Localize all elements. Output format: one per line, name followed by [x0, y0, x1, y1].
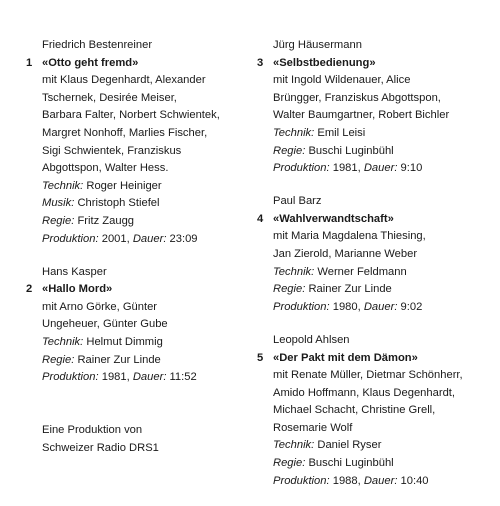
duration-label: Dauer : [364, 162, 398, 174]
production-year: 1988 [332, 474, 358, 487]
duration-label: Dauer : [133, 233, 167, 245]
play-title: «Wahlverwandtschaft» [273, 212, 394, 225]
credit-regie [42, 352, 257, 370]
duration-value: 10:40 [400, 474, 429, 487]
credit-label: Technik : [273, 439, 314, 451]
duration-label: Dauer : [133, 371, 167, 383]
credit-value: Buschi Luginbühl [308, 457, 394, 470]
credit-value: Buschi Luginbühl [308, 144, 394, 157]
credit-label: Technik : [273, 127, 314, 139]
producer-name: Schweizer Radio DRS1 [42, 441, 159, 454]
cast-line: Jan Zierold, Marianne Weber [273, 248, 418, 261]
cast-line: Abgottspon, Walter Hess. [42, 162, 169, 175]
credit-technik [273, 437, 493, 455]
cast-line: mit Klaus Degenhardt, Alexander [42, 74, 206, 87]
cast-line: Margret Nonhoff, Marlies Fischer, [42, 126, 208, 139]
production-info: Produktion : 2001, Dauer : 23:09 [42, 231, 257, 249]
author-name: Leopold Ahlsen [273, 333, 350, 346]
play-entry-3 [257, 37, 493, 178]
production-info: Produktion : 1981, Dauer : 9:10 [273, 160, 493, 178]
cast-line: mit Renate Müller, Dietmar Schönherr, [273, 369, 463, 382]
play-title: «Selbstbedienung» [273, 56, 376, 69]
author-name: Paul Barz [273, 195, 322, 208]
production-year: 1981 [332, 162, 358, 175]
credit-regie [273, 455, 493, 473]
production-label: Produktion : [273, 162, 330, 174]
author-name: Friedrich Bestenreiner [42, 39, 153, 51]
credit-musik [42, 195, 257, 213]
credit-label: Technik : [42, 336, 83, 348]
author-name: Jürg Häusermann [273, 39, 362, 51]
play-number: 4 [257, 212, 264, 225]
credit-value: Christoph Stiefel [77, 197, 160, 210]
duration-value: 23:09 [169, 232, 198, 245]
credit-label: Technik : [42, 180, 83, 192]
duration-value: 9:02 [400, 300, 423, 313]
credit-value: Helmut Dimmig [86, 336, 163, 348]
credit-label: Regie : [273, 283, 305, 295]
duration-label: Dauer : [364, 301, 398, 313]
cast-line: Ungeheuer, Günter Gube [42, 318, 168, 331]
credit-value: Daniel Ryser [317, 439, 382, 452]
production-info: Produktion : 1988, Dauer : 10:40 [273, 473, 493, 491]
credit-technik [273, 125, 493, 143]
cast-line: Brüngger, Franziskus Abgottspon, [273, 91, 441, 104]
left-column [26, 37, 257, 402]
production-label: Produktion : [273, 301, 330, 313]
play-number: 2 [26, 283, 33, 296]
play-title: «Otto geht fremd» [42, 56, 139, 69]
play-number: 1 [26, 56, 33, 69]
credit-technik [42, 334, 257, 352]
cast-line: Barbara Falter, Norbert Schwientek, [42, 109, 220, 122]
duration-value: 9:10 [400, 162, 423, 175]
credit-value: Rainer Zur Linde [308, 283, 392, 296]
credit-technik [42, 178, 257, 196]
production-label: Produktion : [42, 233, 99, 245]
play-number: 5 [257, 351, 264, 364]
production-info: Produktion : 1980, Dauer : 9:02 [273, 299, 493, 317]
cast-line: Sigi Schwientek, Franziskus [42, 144, 182, 157]
credit-label: Regie : [273, 457, 305, 469]
production-label: Produktion : [42, 371, 99, 383]
credit-regie [273, 281, 493, 299]
cast-line: Walter Baumgartner, Robert Bichler [273, 109, 450, 122]
cast-line: mit Ingold Wildenauer, Alice [273, 74, 411, 87]
cast-line: Tschernek, Desirée Meiser, [42, 91, 177, 104]
credit-value: Emil Leisi [317, 126, 366, 139]
production-info: Produktion : 1981, Dauer : 11:52 [42, 369, 257, 387]
credit-label: Technik : [273, 266, 314, 278]
production-year: 1980 [332, 300, 358, 313]
credit-regie [273, 143, 493, 161]
duration-label: Dauer : [364, 475, 398, 487]
producer-credit [42, 422, 159, 457]
play-entry-5 [257, 332, 493, 490]
credit-label: Regie : [42, 215, 74, 227]
credit-value: Rainer Zur Linde [77, 353, 161, 366]
play-entry-4 [257, 193, 493, 316]
credit-regie [42, 213, 257, 231]
credit-value: Werner Feldmann [317, 265, 407, 278]
cast-line: mit Maria Magdalena Thiesing, [273, 230, 426, 243]
play-title: «Der Pakt mit dem Dämon» [273, 351, 418, 364]
credit-label: Regie : [273, 145, 305, 157]
cast-line: Michael Schacht, Christine Grell, [273, 404, 436, 417]
production-label: Produktion : [273, 475, 330, 487]
producer-line: Eine Produktion von [42, 424, 143, 436]
cast-line: Amido Hoffmann, Klaus Degenhardt, [273, 386, 456, 399]
play-title: «Hallo Mord» [42, 283, 113, 296]
cast-line: mit Arno Görke, Günter [42, 300, 158, 313]
credit-value: Roger Heiniger [86, 179, 162, 192]
credit-technik [273, 264, 493, 282]
credit-value: Fritz Zaugg [77, 214, 135, 227]
duration-value: 11:52 [169, 371, 197, 384]
production-year: 2001 [101, 232, 127, 245]
play-number: 3 [257, 56, 264, 69]
credit-label: Musik : [42, 197, 74, 209]
play-entry-1 [26, 37, 257, 248]
play-entry-2 [26, 264, 257, 387]
credit-label: Regie : [42, 354, 74, 366]
production-year: 1981 [101, 371, 127, 384]
right-column [257, 37, 493, 506]
cast-line: Rosemarie Wolf [273, 421, 353, 434]
author-name: Hans Kasper [42, 265, 107, 278]
